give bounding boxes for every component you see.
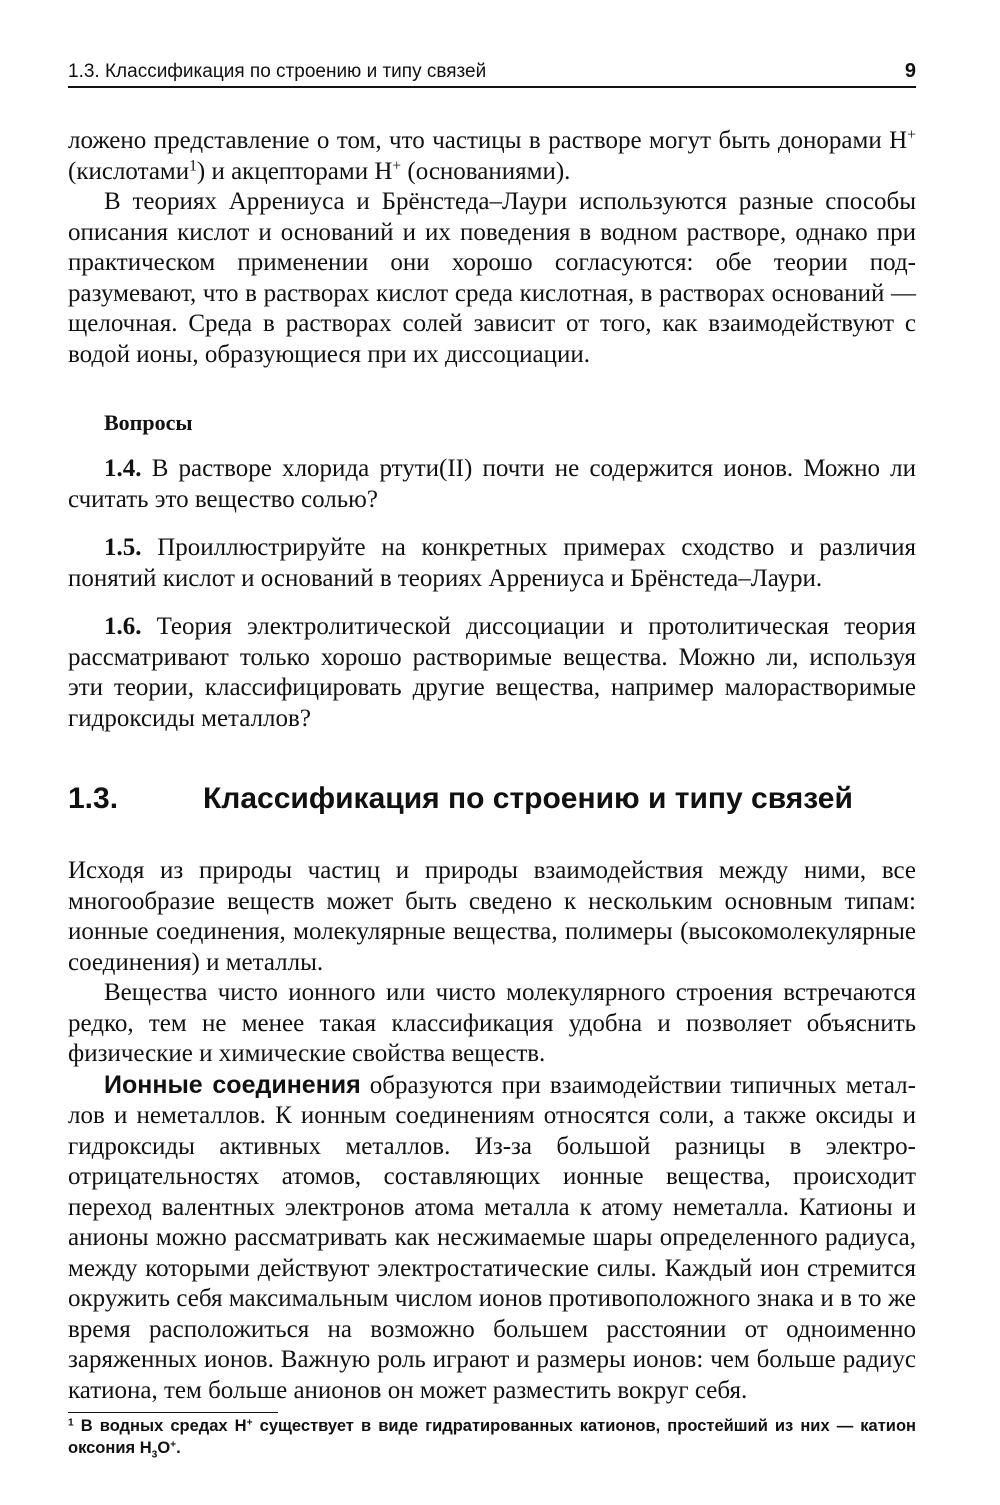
section-paragraph-1: Исходя из природы частиц и природы взаимодействия между ними, все многообразие веществ может быть сведено к нескольким основным типам: ионные соединения, молекулярные вещества, полимеры (высокомолекулярные соединения) и металлы. — [68, 857, 916, 976]
running-header — [68, 60, 916, 88]
footnote-ref: 1 — [189, 156, 197, 174]
section-number: 1.3. — [68, 782, 119, 815]
section-title: Классификация по строению и типу связей — [203, 782, 853, 815]
section-paragraph-2: Вещества чисто ионного или чисто молекулярного строения встречаются редко, тем не менее такая классификация удобна и позволяет объяснить физические и химические свойства веществ. — [68, 979, 916, 1067]
question-1-5: 1.5. Проиллюстрируйте на конкретных примерах сходство и различия понятий кислот и оснований в теориях Аррениуса и Брёнстеда–Лаури. — [68, 534, 917, 592]
page-number: 9 — [904, 60, 916, 82]
question-1-4: 1.4. В растворе хлорида ртути(II) почти не содержится ионов. Можно ли считать это вещество солью? — [68, 455, 916, 513]
section-heading — [68, 782, 916, 816]
footnote-divider — [68, 1412, 278, 1413]
intro-paragraph-1: ложено представление о том, что частицы в растворе могут быть донорами H+ (кислотами$^1$) и акцепторами H+ (основаниями). — [68, 126, 916, 185]
question-1-6: 1.6. Теория электролитической диссоциации и протолитическая теория рассматривают только хорошо растворимые вещества. Можно ли, используя эти теории, классифицировать другие вещества, например малорастворимые гидроксиды металлов? — [68, 613, 916, 732]
questions-heading: Вопросы — [104, 410, 193, 435]
page — [68, 60, 916, 1459]
term-ionic-compounds: Ионные соединения — [104, 1070, 361, 1099]
section-paragraph-3: Ионные соединения образуются при взаимодействии типичных металлов и неметаллов. К ионным соединениям относятся соли, а также оксиды и гидроксиды активных металлов. Из-за большой разницы в электроотрицательностях атомов, составляющих ионные вещества, происходит переход валентных электронов атома металла к атому неметалла. Катионы и анионы можно рассматривать как несжимаемые шары определенного радиуса, между которыми действуют электростатические силы. Каждый ион стремится окружить себя максимальным числом ионов противоположного знака и в то же время расположиться на возможно большем расстоянии от одноименно заряженных ионов. Важную роль играют и размеры ионов: чем больше радиус катиона, тем больше анионов он может разместить вокруг себя. — [68, 1070, 916, 1404]
intro-paragraph-2: В теориях Аррениуса и Брёнстеда–Лаури используются разные способы описания кислот и оснований и их поведения в водном растворе, однако при практическом применении они хорошо согласуются: обе теории подразумевают, что в растворах кислот среда кислотная, в растворах оснований — щелочная. Среда в растворах солей зависит от того, как взаимодействуют с водой ионы, образующиеся при их диссоциации. — [68, 188, 916, 368]
footnote: $^1$ В водных средах H+ существует в виде гидратированных катионов, простейший из них — катион оксония $H_3O^+$. — [68, 1417, 916, 1461]
running-header-title: 1.3. Классификация по строению и типу связей — [68, 61, 487, 82]
